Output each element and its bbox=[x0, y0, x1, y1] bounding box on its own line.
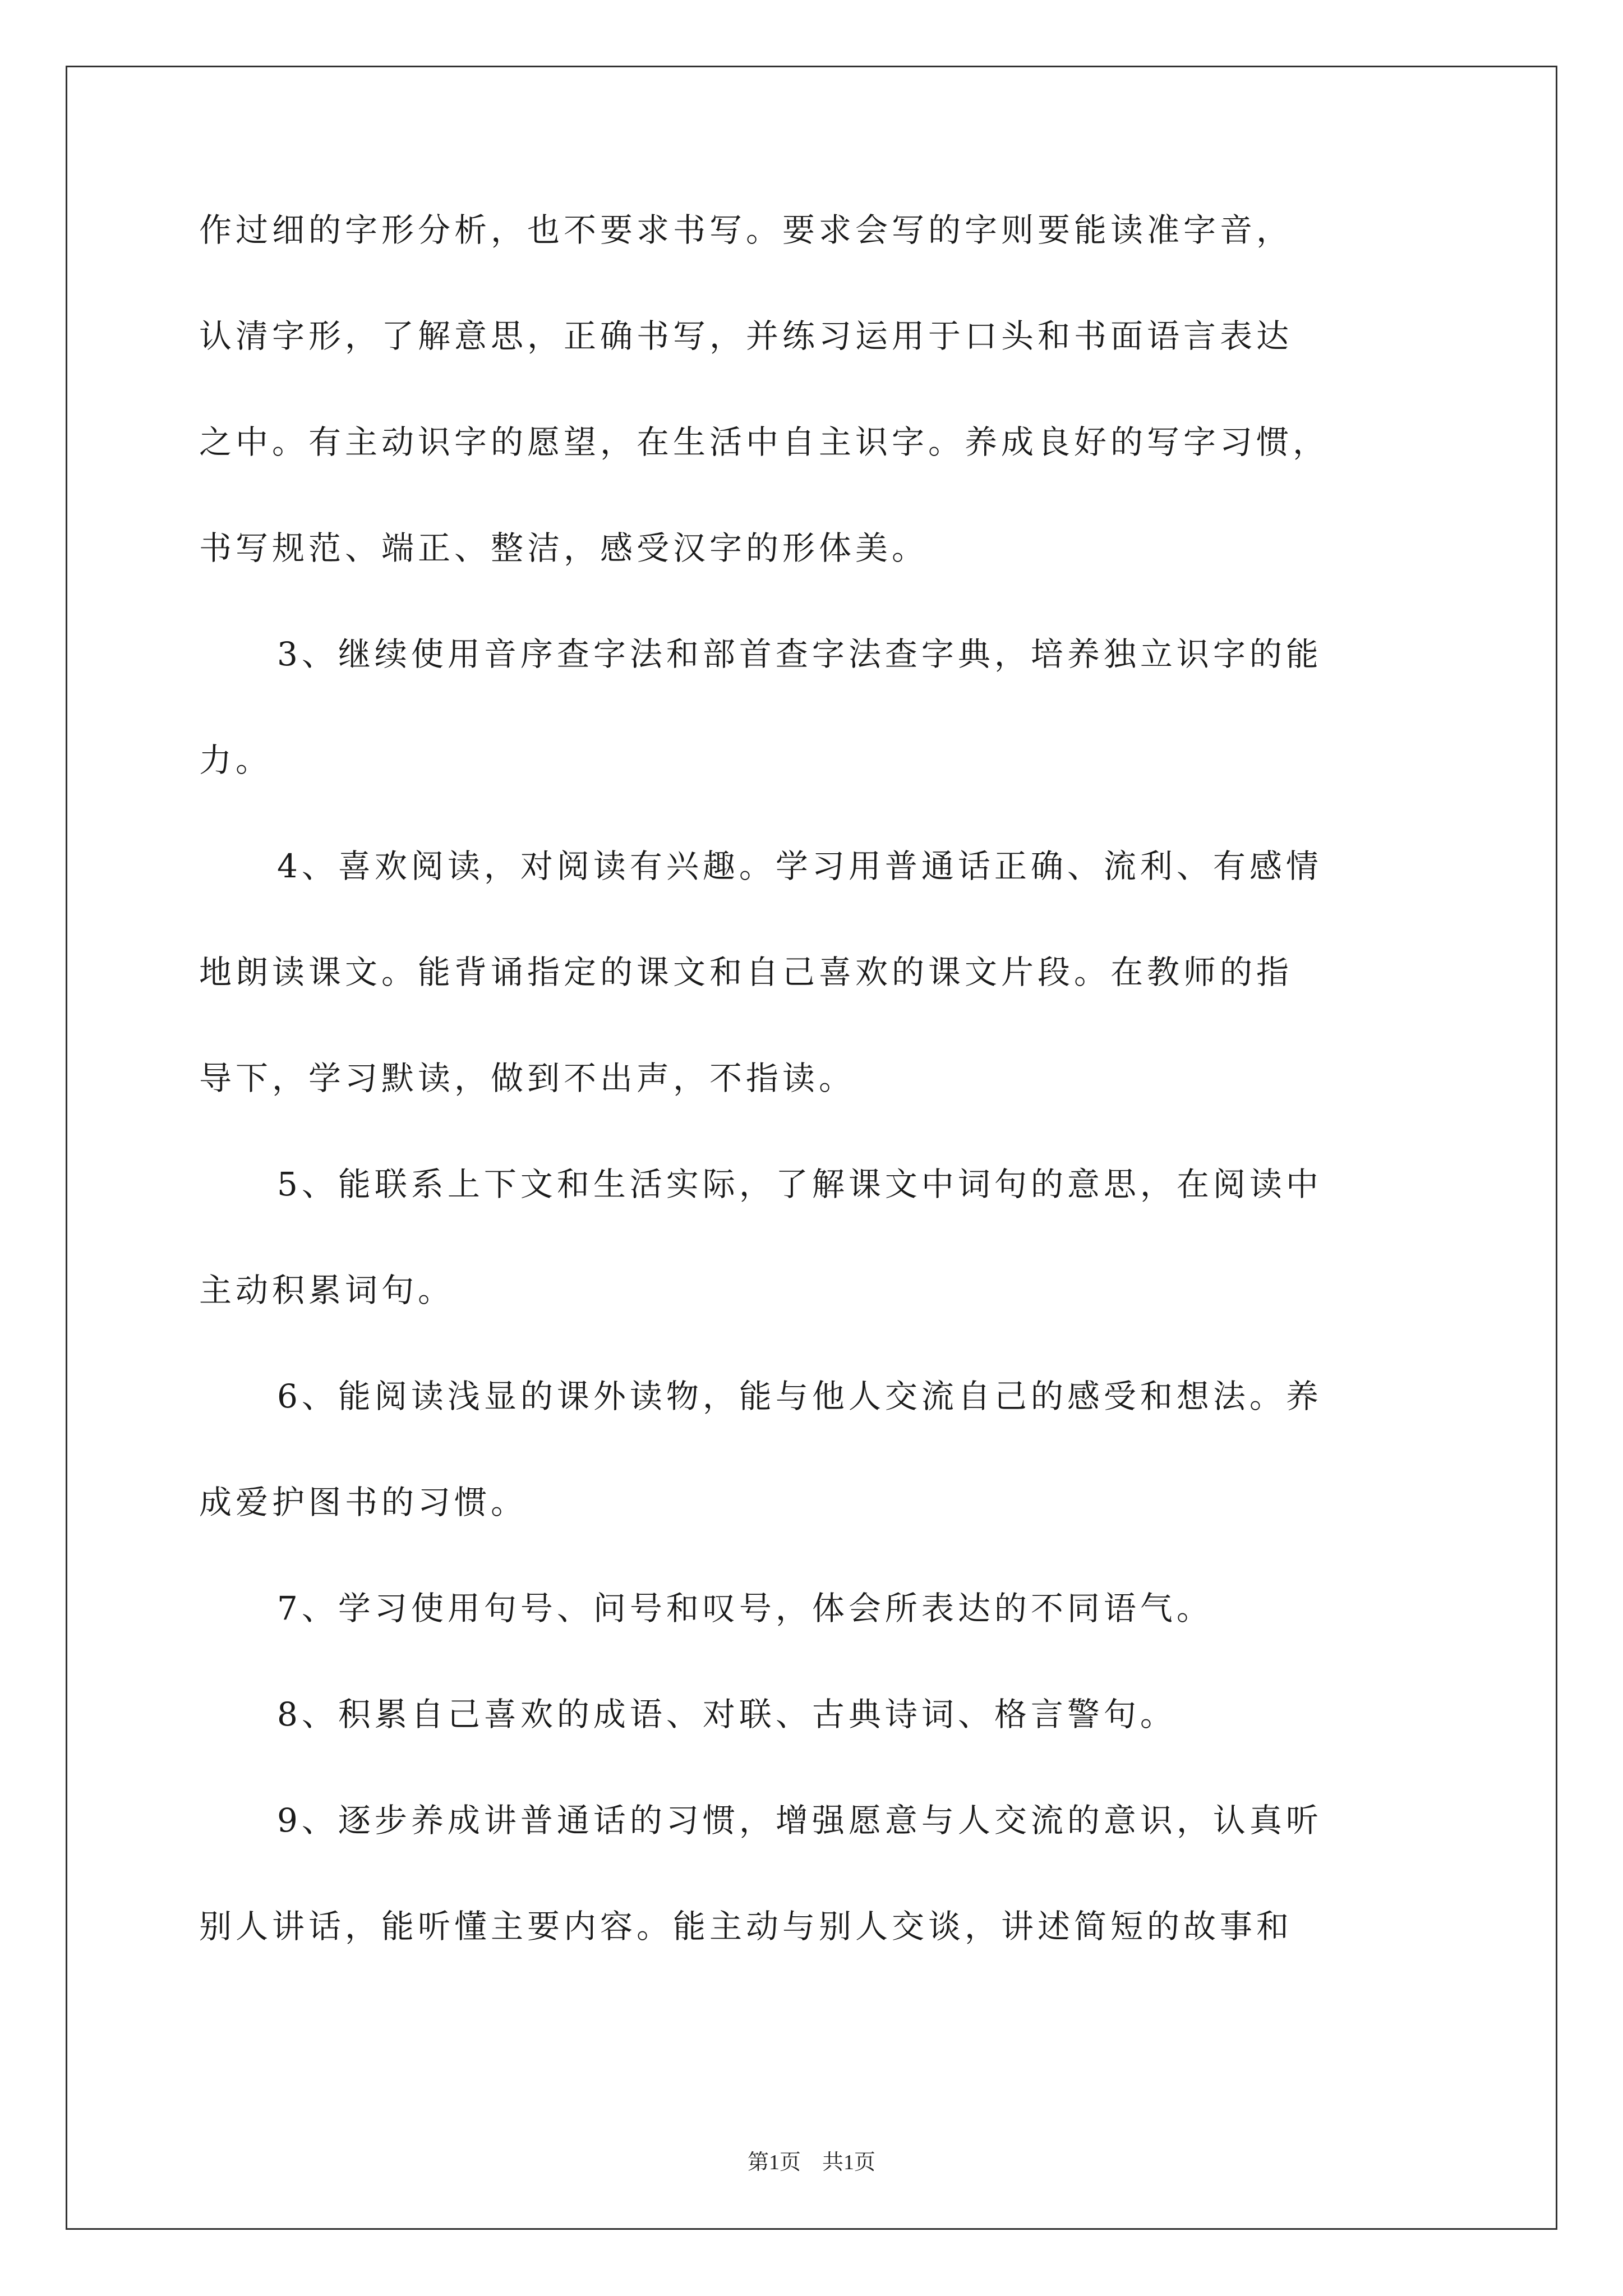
text-line: 5、能联系上下文和生活实际，了解课文中词句的意思，在阅读中 bbox=[277, 1165, 1322, 1203]
page-footer: 第1页 共1页 bbox=[747, 2151, 875, 2174]
text-line: 9、逐步养成讲普通话的习惯，增强愿意与人交流的意识，认真听 bbox=[277, 1801, 1322, 1839]
text-line: 认清字形，了解意思，正确书写，并练习运用于口头和书面语言表达 bbox=[199, 317, 1293, 355]
document-body bbox=[199, 213, 1433, 2016]
text-line: 书写规范、端正、整洁，感受汉字的形体美。 bbox=[199, 529, 929, 567]
text-line: 导下，学习默读，做到不出声，不指读。 bbox=[199, 1059, 856, 1097]
text-line: 7、学习使用句号、问号和叹号，体会所表达的不同语气。 bbox=[277, 1589, 1213, 1627]
text-line: 力。 bbox=[199, 741, 273, 779]
text-line: 成爱护图书的习惯。 bbox=[199, 1483, 528, 1521]
text-line: 之中。有主动识字的愿望，在生活中自主识字。养成良好的写字习惯， bbox=[199, 423, 1330, 461]
text-line: 6、能阅读浅显的课外读物，能与他人交流自己的感受和想法。养 bbox=[277, 1377, 1322, 1415]
text-line: 地朗读课文。能背诵指定的课文和自己喜欢的课文片段。在教师的指 bbox=[199, 953, 1293, 991]
text-line: 作过细的字形分析，也不要求书写。要求会写的字则要能读准字音， bbox=[199, 211, 1293, 249]
text-line: 8、积累自己喜欢的成语、对联、古典诗词、格言警句。 bbox=[277, 1695, 1177, 1733]
text-line: 主动积累词句。 bbox=[199, 1271, 455, 1309]
text-line: 别人讲话，能听懂主要内容。能主动与别人交谈，讲述简短的故事和 bbox=[199, 1907, 1293, 1945]
text-line: 3、继续使用音序查字法和部首查字法查字典，培养独立识字的能 bbox=[277, 635, 1322, 673]
text-line: 4、喜欢阅读，对阅读有兴趣。学习用普通话正确、流利、有感情 bbox=[277, 847, 1322, 885]
